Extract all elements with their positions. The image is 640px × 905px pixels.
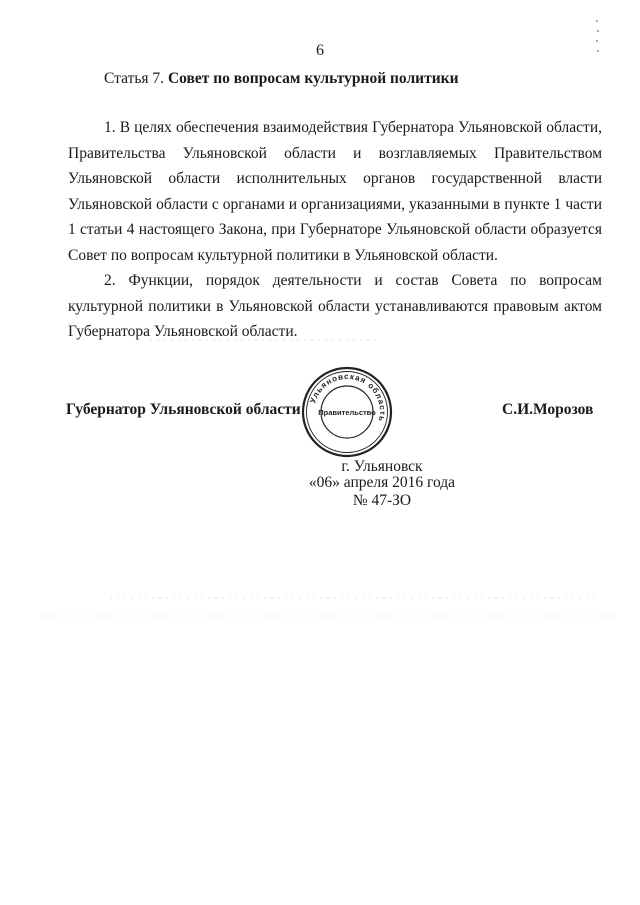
signatory-position: Губернатор Ульяновской области	[66, 401, 301, 418]
signatory-name: С.И.Морозов	[502, 401, 594, 418]
seal-ring-text: Ульяновская область	[308, 371, 388, 424]
paragraph-1: 1. В целях обеспечения взаимодействия Губернатора Ульяновской области, Правительства Ульяновской области и возглавляемых Правительством Ульяновской области исполнительных органов государственной власти Ульяновской области с органами и организациями, указанными в пункте 1 части 1 статьи 4 настоящего Закона, при Губернаторе Ульяновской области образуется Совет по вопросам культурной политики в Ульяновской области.	[68, 119, 602, 264]
footer-city: г. Ульяновск	[341, 458, 423, 475]
paragraph-2: 2. Функции, порядок деятельности и состав Совета по вопросам культурной политики в Ульяновской области устанавливаются правовым актом Губернатора Ульяновской области.	[68, 272, 602, 341]
article-label: Статья 7.	[104, 70, 165, 87]
footer-date: «06» апреля 2016 года	[308, 474, 456, 491]
footer-number: № 47-ЗО	[352, 492, 412, 509]
official-seal	[300, 365, 394, 459]
article-title: Совет по вопросам культурной политики	[167, 70, 459, 87]
seal-center-text: Правительство	[318, 408, 376, 417]
page-number: 6	[316, 42, 324, 59]
article-heading	[104, 70, 459, 88]
